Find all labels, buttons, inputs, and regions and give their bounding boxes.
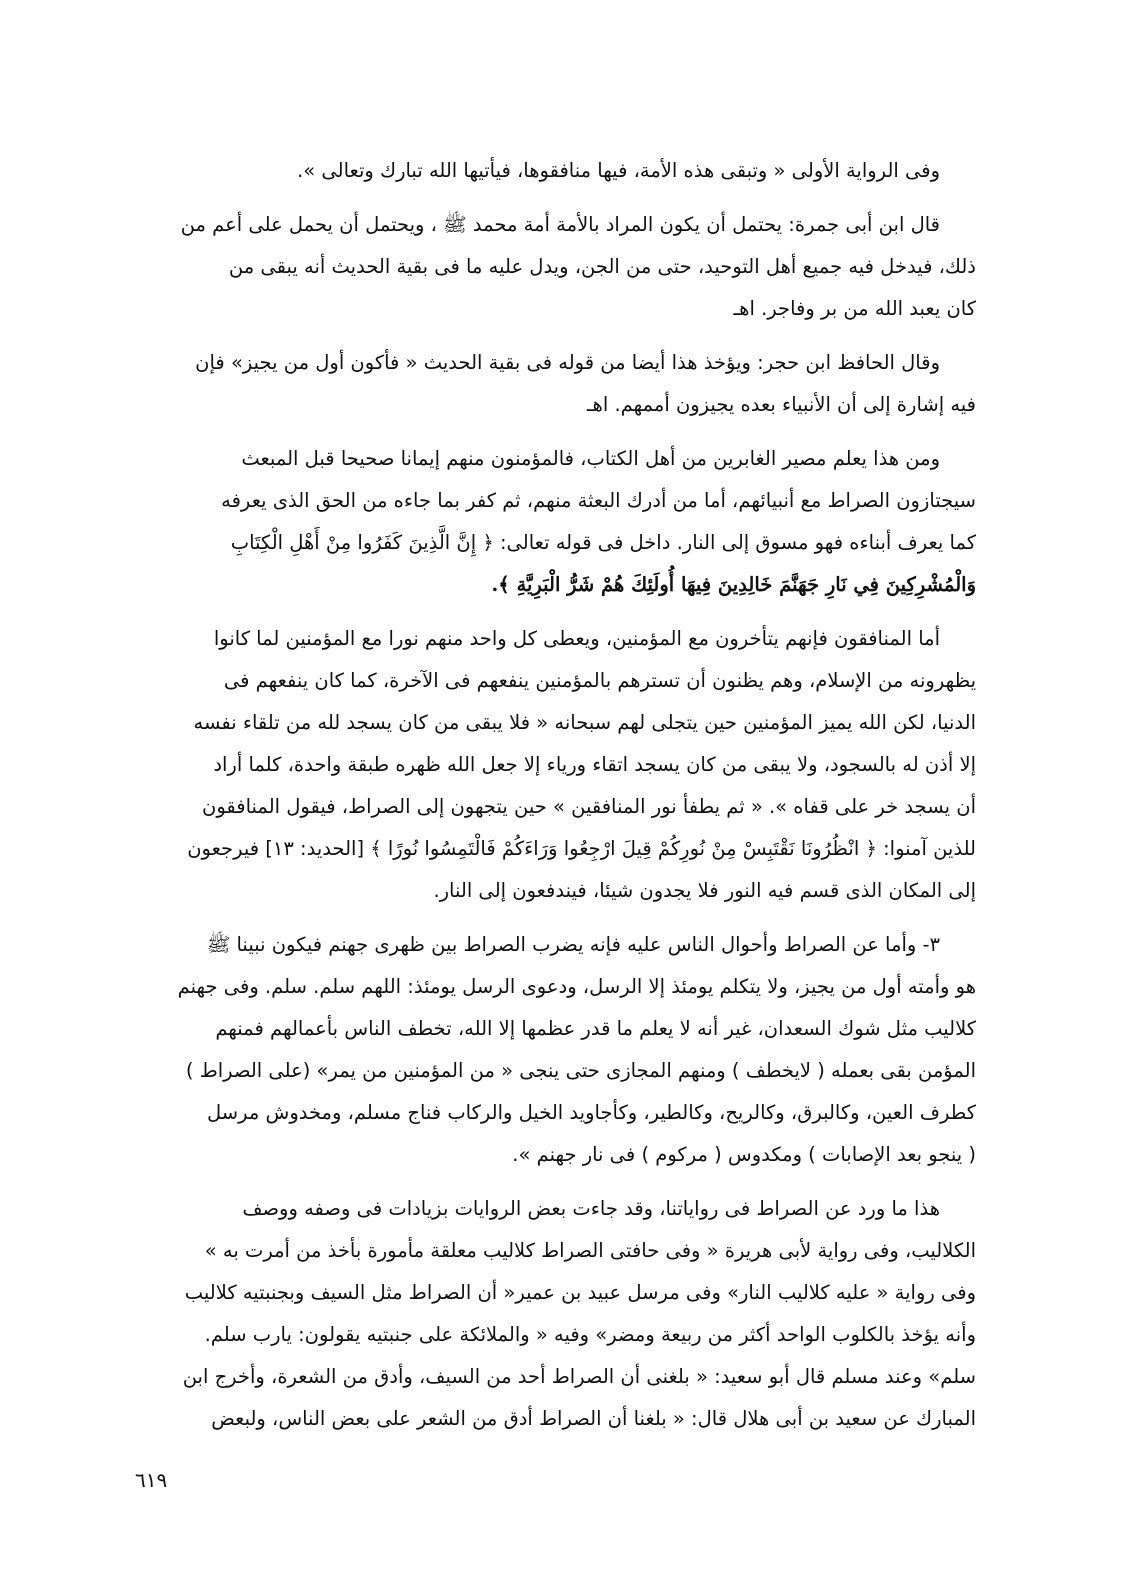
- paragraph-ibn-abi-jamra: [108, 204, 976, 330]
- text-line: وقال الحافظ ابن حجر: ويؤخذ هذا أيضا من قوله فى بقية الحديث « فأكون أول من يجيز» فإن: [195, 351, 940, 374]
- page-body: [108, 150, 976, 1452]
- text-line: أن يسجد خر على قفاه ». « ثم يطفأ نور المنافقين » حين يتجهون إلى الصراط، فيقول المنافقون: [202, 795, 976, 818]
- text-line: أما المنافقون فإنهم يتأخرون مع المؤمنين، ويعطى كل واحد منهم نورا مع المؤمنين لما كانوا: [213, 627, 940, 650]
- text-line: إلا أذن له بالسجود، ولا يبقى من كان يسجد اتقاء ورياء إلا جعل الله ظهره طبقة واحدة، كلما أراد: [213, 753, 976, 776]
- paragraph-sirat: [108, 924, 976, 1176]
- text-line: ذلك، فيدخل فيه جميع أهل التوحيد، حتى من الجن، ويدل عليه ما فى بقية الحديث أنه يبقى من: [228, 255, 976, 278]
- paragraph-narrations: [108, 1188, 976, 1440]
- text-line: فيه إشارة إلى أن الأنبياء بعده يجيزون أممهم. اهـ: [586, 393, 976, 416]
- paragraph-hypocrites: [108, 618, 976, 912]
- text-line: وفى رواية « عليه كلاليب النار» وفى مرسل عبيد بن عمير« أن الصراط مثل السيف وبجنبتيه كلاليب: [184, 1281, 976, 1304]
- text-line: سلم» وعند مسلم قال أبو سعيد: « بلغنى أن الصراط أحد من السيف، وأدق من الشعرة، وأخرج ابن: [182, 1365, 976, 1388]
- text-line: إلى المكان الذى قسم فيه النور فلا يجدون شيئا، فيندفعون إلى النار.: [433, 879, 976, 902]
- text-line: ( ينجو بعد الإصابات ) ومكدوس ( مركوم ) فى نار جهنم ».: [512, 1143, 976, 1166]
- page-number: ٦١٩: [135, 1468, 168, 1492]
- text-line: سيجتازون الصراط مع أنبيائهم، أما من أدرك البعثة منهم، ثم كفر بما جاءه من الحق الذى يعرفه: [221, 489, 976, 512]
- text-line: كان يعبد الله من بر وفاجر. اهـ: [733, 297, 976, 320]
- text-line: قال ابن أبى جمرة: يحتمل أن يكون المراد بالأمة أمة محمد ﷺ ، ويحتمل أن يحمل على أعم من: [180, 213, 940, 236]
- text-line: الدنيا، لكن الله يميز المؤمنين حين يتجلى لهم سبحانه « فلا يبقى من كان يسجد لله من تلقاء نفسه: [193, 711, 976, 734]
- section-heading-line: ٣- وأما عن الصراط وأحوال الناس عليه فإنه يضرب الصراط بين ظهرى جهنم فيكون نبينا ﷺ: [206, 933, 940, 956]
- text-line: ومن هذا يعلم مصير الغابرين من أهل الكتاب، فالمؤمنون منهم إيمانا صحيحا قبل المبعث: [241, 447, 940, 470]
- text-line: كما يعرف أبناءه فهو مسوق إلى النار. داخل فى قوله تعالى: ﴿ إِنَّ الَّذِينَ كَفَرُوا مِنْ أَهْلِ الْكِتَابِ: [230, 531, 976, 554]
- text-line: المؤمن بقى بعمله ( لايخطف ) ومنهم المجازى حتى ينجى « من المؤمنين من يمر» (على الصراط ): [185, 1059, 976, 1082]
- quran-verse-line: للذين آمنوا: ﴿ انْظُرُونَا نَقْتَبِسْ مِنْ نُورِكُمْ قِيلَ ارْجِعُوا وَرَاءَكُمْ فَالْتَمِسُوا نُورًا ﴾ [الحديد: ١٣] فيرجعون: [187, 837, 976, 860]
- text-line: هو وأمته أول من يجيز، ولا يتكلم يومئذ إلا الرسل، ودعوى الرسل يومئذ: اللهم سلم. سلم. وفى جهنم: [177, 975, 976, 998]
- text-line: وفى الرواية الأولى « وتبقى هذه الأمة، فيها منافقوها، فيأتيها الله تبارك وتعالى ».: [297, 159, 940, 182]
- text-line: كطرف العين، وكالبرق، وكالريح، وكالطير، وكأجاويد الخيل والركاب فناج مسلم، ومخدوش مرسل: [207, 1101, 976, 1124]
- paragraph-first-narration: [108, 150, 976, 192]
- paragraph-ibn-hajar: [108, 342, 976, 426]
- text-line: وأنه يؤخذ بالكلوب الواحد أكثر من ربيعة ومضر» وفيه « والملائكة على جنبتيه يقولون: يارب سلم.: [204, 1323, 976, 1346]
- text-line: يظهرونه من الإسلام، وهم يظنون أن تسترهم بالمؤمنين ينفعهم فى الآخرة، كما كان ينفعهم فى: [223, 669, 976, 692]
- text-line: المبارك عن سعيد بن أبى هلال قال: « بلغنا أن الصراط أدق من الشعر على بعض الناس، ولبعض: [211, 1407, 976, 1430]
- paragraph-people-of-book: [108, 438, 976, 606]
- text-line: هذا ما ورد عن الصراط فى رواياتنا، وقد جاءت بعض الروايات بزيادات فى وصفه ووصف: [242, 1197, 940, 1220]
- text-line: الكلاليب، وفى رواية لأبى هريرة « وفى حافتى الصراط كلاليب معلقة مأمورة بأخذ من أمرت به »: [204, 1239, 976, 1262]
- text-line: كلاليب مثل شوك السعدان، غير أنه لا يعلم ما قدر عظمها إلا الله، تخطف الناس بأعمالهم فمنهم: [215, 1017, 976, 1040]
- quran-verse-line: وَالْمُشْرِكِينَ فِي نَارِ جَهَنَّمَ خَالِدِينَ فِيهَا أُولَئِكَ هُمْ شَرُّ الْبَرِيَّةِ ﴾.: [491, 573, 976, 596]
